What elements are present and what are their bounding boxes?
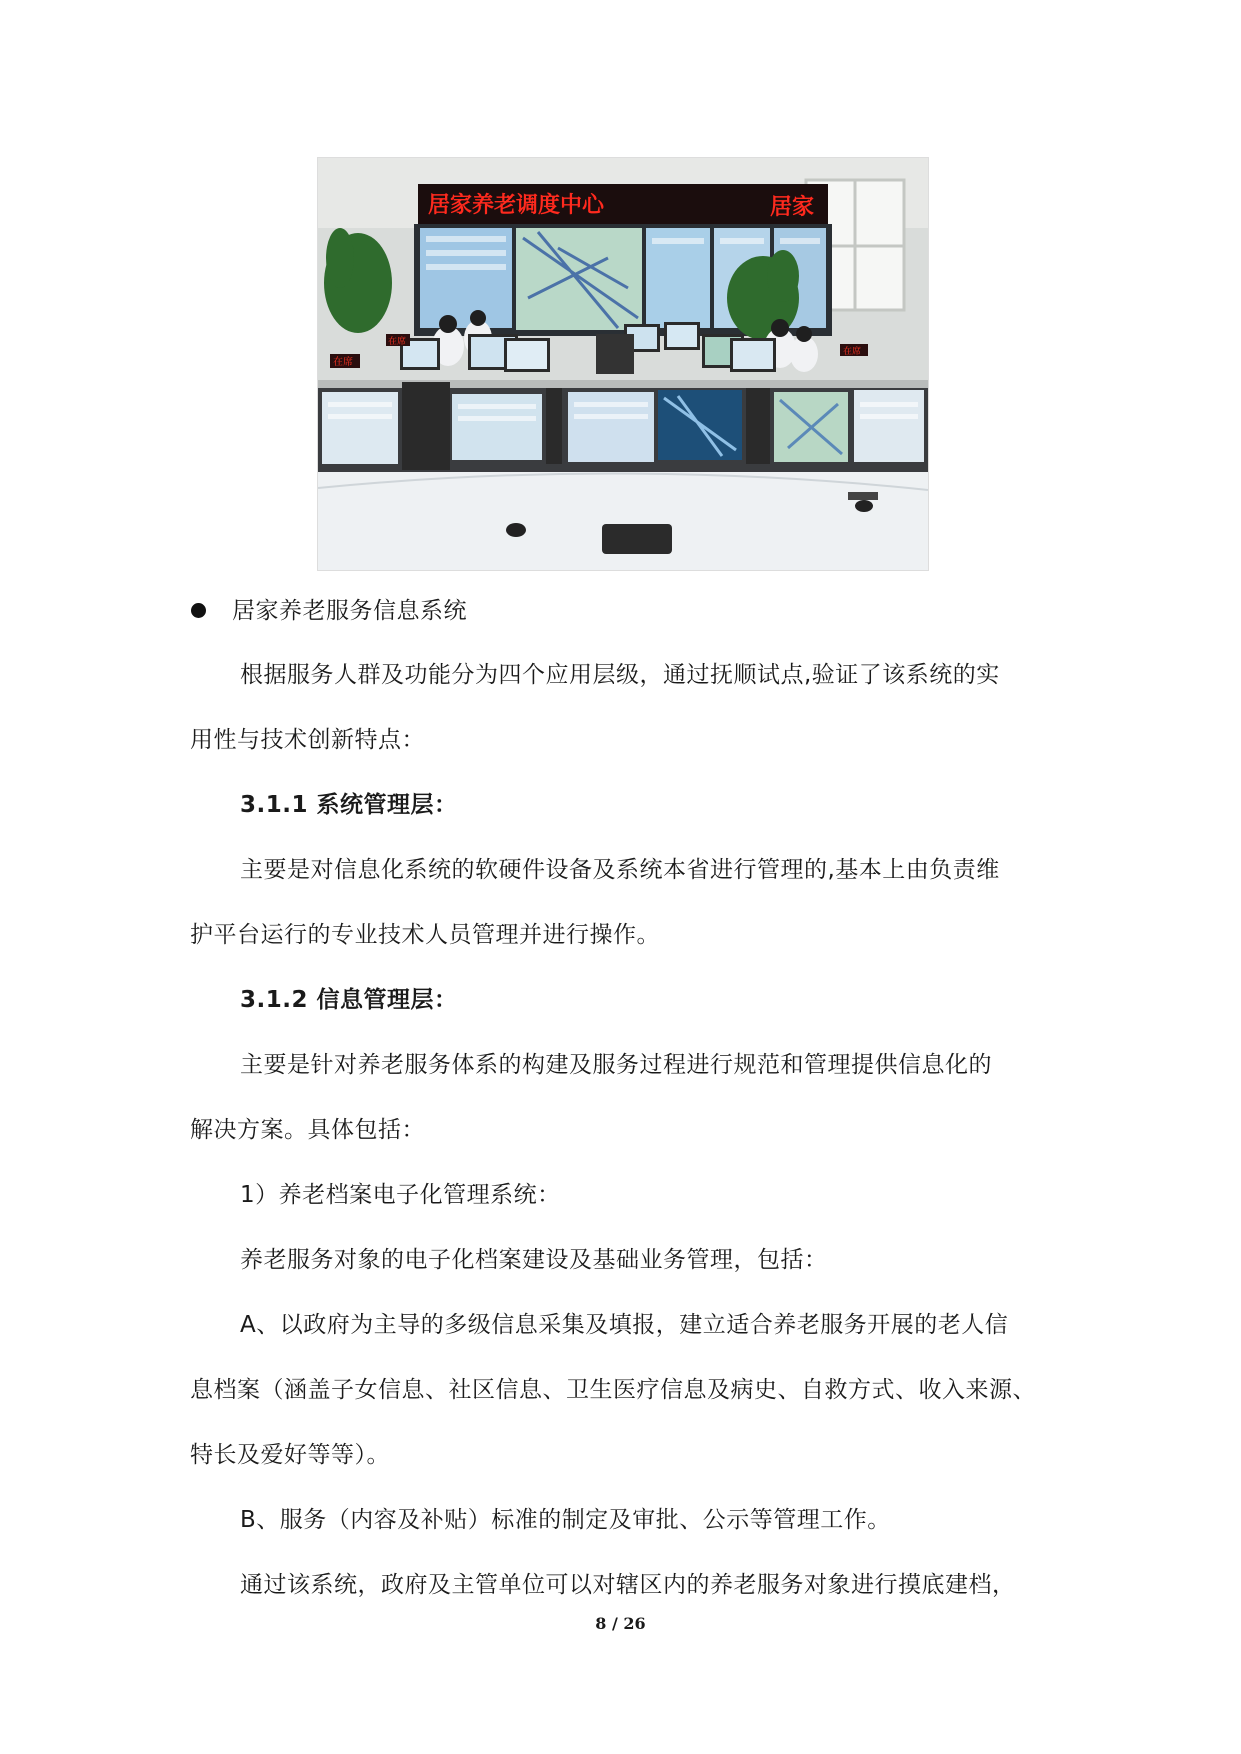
desk-sign-3: 在席 [843,347,862,357]
section-heading-3-1-2: 3.1.2 信息管理层： [240,987,458,1013]
list-item-1-description: 养老服务对象的电子化档案建设及基础业务管理，包括： [240,1247,828,1273]
bullet-heading: 居家养老服务信息系统 [232,598,467,624]
paragraph-intro-line-1: 根据服务人群及功能分为四个应用层级，通过抚顺试点,验证了该系统的实 [240,662,1000,688]
led-banner-text-partial: 居家 [770,195,815,220]
item-a-line-1: A、以政府为主导的多级信息采集及填报，建立适合养老服务开展的老人信 [240,1312,1009,1338]
paragraph-last-line: 通过该系统，政府及主管单位可以对辖区内的养老服务对象进行摸底建档， [240,1572,1016,1598]
list-item-1: 1）养老档案电子化管理系统： [240,1182,561,1208]
desk-sign-2: 在席 [333,357,353,368]
page-number: 8 / 26 [595,1614,646,1633]
item-a-line-3: 特长及爱好等等）。 [190,1442,390,1468]
desk-sign-1: 在席 [388,337,407,347]
led-banner-text: 居家养老调度中心 [428,193,605,218]
bullet-icon [191,603,206,618]
control-center-illustration [318,158,928,570]
paragraph-312-line-1: 主要是针对养老服务体系的构建及服务过程进行规范和管理提供信息化的 [240,1052,992,1078]
control-center-photo [318,158,928,570]
section-heading-3-1-1: 3.1.1 系统管理层： [240,792,458,818]
paragraph-311-line-2: 护平台运行的专业技术人员管理并进行操作。 [190,922,660,948]
paragraph-311-line-1: 主要是对信息化系统的软硬件设备及系统本省进行管理的,基本上由负责维 [240,857,1000,883]
paragraph-312-line-2: 解决方案。具体包括： [190,1117,425,1143]
item-a-line-2: 息档案（涵盖子女信息、社区信息、卫生医疗信息及病史、自救方式、收入来源、 [190,1377,1036,1403]
paragraph-intro-line-2: 用性与技术创新特点： [190,727,425,753]
item-b-line-1: B、服务（内容及补贴）标准的制定及审批、公示等管理工作。 [240,1507,891,1533]
